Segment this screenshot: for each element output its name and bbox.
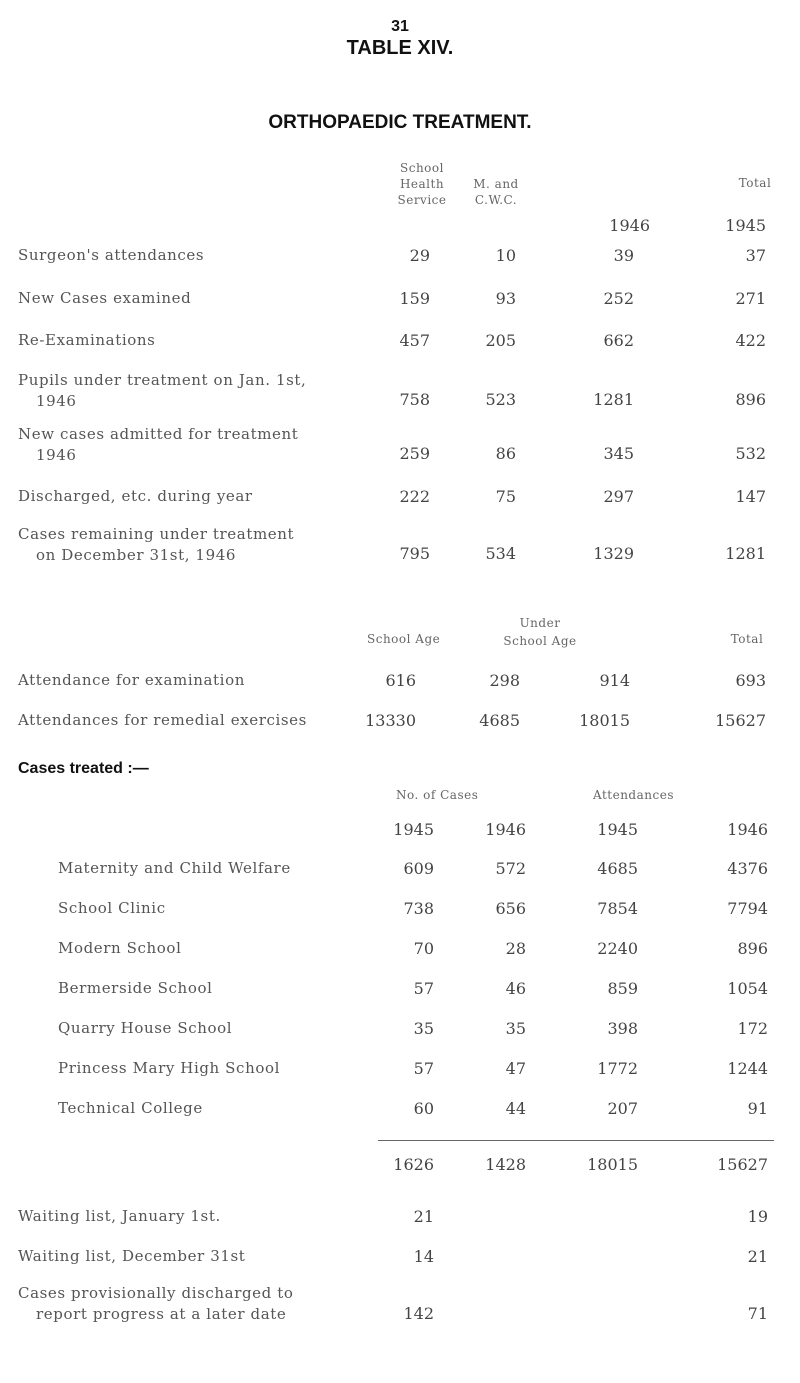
cell: 15627 xyxy=(715,711,766,730)
row-label-school-clinic: School Clinic xyxy=(58,899,166,917)
header-year: 1945 xyxy=(597,820,638,839)
cell: 532 xyxy=(735,444,766,463)
row-label-modern-school: Modern School xyxy=(58,939,182,957)
cell: 37 xyxy=(745,246,766,265)
cell: 28 xyxy=(505,939,526,958)
cases-treated-heading: Cases treated :— xyxy=(18,760,149,777)
row-label-maternity: Maternity and Child Welfare xyxy=(58,859,291,877)
cell: 21 xyxy=(413,1207,434,1226)
cell: 147 xyxy=(735,487,766,506)
row-label-bermerside-school: Bermerside School xyxy=(58,979,213,997)
row-label-re-examinations: Re-Examinations xyxy=(18,331,156,349)
cell: 1244 xyxy=(727,1059,768,1078)
cell: 271 xyxy=(735,289,766,308)
cell: 2240 xyxy=(597,939,638,958)
cell: 693 xyxy=(735,671,766,690)
row-label-surgeons-attendances: Surgeon's attendances xyxy=(18,246,205,264)
cell: 457 xyxy=(399,331,430,350)
cell: 44 xyxy=(505,1099,526,1118)
cell: 1281 xyxy=(593,390,634,409)
row-label-pupils-under-treatment: Pupils under treatment on Jan. 1st, 1946 xyxy=(18,371,307,410)
cell: 1329 xyxy=(593,544,634,563)
page-number: 31 xyxy=(391,18,409,35)
cell: 21 xyxy=(747,1247,768,1266)
cell: 57 xyxy=(413,1059,434,1078)
cell: 298 xyxy=(489,671,520,690)
cell: 39 xyxy=(613,246,634,265)
total-cell: 15627 xyxy=(717,1155,768,1174)
cell: 91 xyxy=(747,1099,768,1118)
cell: 345 xyxy=(603,444,634,463)
header-year: 1946 xyxy=(485,820,526,839)
row-label-waiting-list-dec: Waiting list, December 31st xyxy=(18,1247,246,1265)
cell: 93 xyxy=(495,289,516,308)
cell: 172 xyxy=(737,1019,768,1038)
cell: 656 xyxy=(495,899,526,918)
cell: 914 xyxy=(599,671,630,690)
cell: 4685 xyxy=(597,859,638,878)
cell: 398 xyxy=(607,1019,638,1038)
total-cell: 1428 xyxy=(485,1155,526,1174)
cell: 738 xyxy=(403,899,434,918)
cell: 1281 xyxy=(725,544,766,563)
cell: 534 xyxy=(485,544,516,563)
cell: 205 xyxy=(485,331,516,350)
header-year: 1946 xyxy=(727,820,768,839)
row-label-princess-mary-high-school: Princess Mary High School xyxy=(58,1059,280,1077)
cell: 19 xyxy=(747,1207,768,1226)
cell: 46 xyxy=(505,979,526,998)
cell: 75 xyxy=(495,487,516,506)
total-rule xyxy=(378,1140,774,1141)
cell: 57 xyxy=(413,979,434,998)
header-year: 1945 xyxy=(393,820,434,839)
cell: 422 xyxy=(735,331,766,350)
header-school-age: School Age xyxy=(367,632,441,646)
total-cell: 18015 xyxy=(587,1155,638,1174)
cell: 47 xyxy=(505,1059,526,1078)
cell: 859 xyxy=(607,979,638,998)
header-mcw: M. and C.W.C. xyxy=(473,177,519,207)
cell: 795 xyxy=(399,544,430,563)
cell: 1772 xyxy=(597,1059,638,1078)
cell: 10 xyxy=(495,246,516,265)
cell: 207 xyxy=(607,1099,638,1118)
row-label-technical-college: Technical College xyxy=(58,1099,203,1117)
cell: 222 xyxy=(399,487,430,506)
cell: 13330 xyxy=(365,711,416,730)
header-year-1945: 1945 xyxy=(725,216,766,235)
header-no-of-cases: No. of Cases xyxy=(396,788,479,802)
cell: 35 xyxy=(413,1019,434,1038)
cell: 86 xyxy=(495,444,516,463)
header-total-2: Total xyxy=(730,632,764,646)
row-label-quarry-house-school: Quarry House School xyxy=(58,1019,233,1037)
cell: 159 xyxy=(399,289,430,308)
cell: 4685 xyxy=(479,711,520,730)
cell: 18015 xyxy=(579,711,630,730)
cell: 35 xyxy=(505,1019,526,1038)
cell: 1054 xyxy=(727,979,768,998)
cell: 896 xyxy=(735,390,766,409)
cell: 572 xyxy=(495,859,526,878)
row-label-waiting-list-jan: Waiting list, January 1st. xyxy=(18,1207,221,1225)
cell: 259 xyxy=(399,444,430,463)
header-school-health-service: School Health Service xyxy=(397,161,447,207)
row-label-new-cases-admitted: New cases admitted for treatment 1946 xyxy=(18,425,299,464)
cell: 142 xyxy=(403,1304,434,1323)
row-label-cases-remaining: Cases remaining under treatment on December 31st, 1946 xyxy=(18,525,295,564)
cell: 7854 xyxy=(597,899,638,918)
cell: 758 xyxy=(399,390,430,409)
header-under-school-age: Under School Age xyxy=(503,616,577,648)
cell: 4376 xyxy=(727,859,768,878)
row-label-remedial-exercises: Attendances for remedial exercises xyxy=(18,711,307,729)
row-label-new-cases-examined: New Cases examined xyxy=(18,289,192,307)
cell: 523 xyxy=(485,390,516,409)
cell: 609 xyxy=(403,859,434,878)
table-subtitle: ORTHOPAEDIC TREATMENT. xyxy=(268,112,532,133)
cell: 662 xyxy=(603,331,634,350)
total-cell: 1626 xyxy=(393,1155,434,1174)
cell: 29 xyxy=(409,246,430,265)
row-label-provisionally-discharged: Cases provisionally discharged to report progress at a later date xyxy=(18,1284,294,1323)
header-total: Total xyxy=(738,176,772,190)
cell: 71 xyxy=(747,1304,768,1323)
header-year-1946: 1946 xyxy=(609,216,650,235)
cell: 7794 xyxy=(727,899,768,918)
row-label-discharged: Discharged, etc. during year xyxy=(18,487,253,505)
cell: 252 xyxy=(603,289,634,308)
cell: 896 xyxy=(737,939,768,958)
cell: 14 xyxy=(413,1247,434,1266)
cell: 70 xyxy=(413,939,434,958)
cell: 60 xyxy=(413,1099,434,1118)
cell: 297 xyxy=(603,487,634,506)
header-attendances: Attendances xyxy=(593,788,674,802)
row-label-attendance-examination: Attendance for examination xyxy=(18,671,245,689)
cell: 616 xyxy=(385,671,416,690)
table-title: TABLE XIV. xyxy=(346,37,454,59)
